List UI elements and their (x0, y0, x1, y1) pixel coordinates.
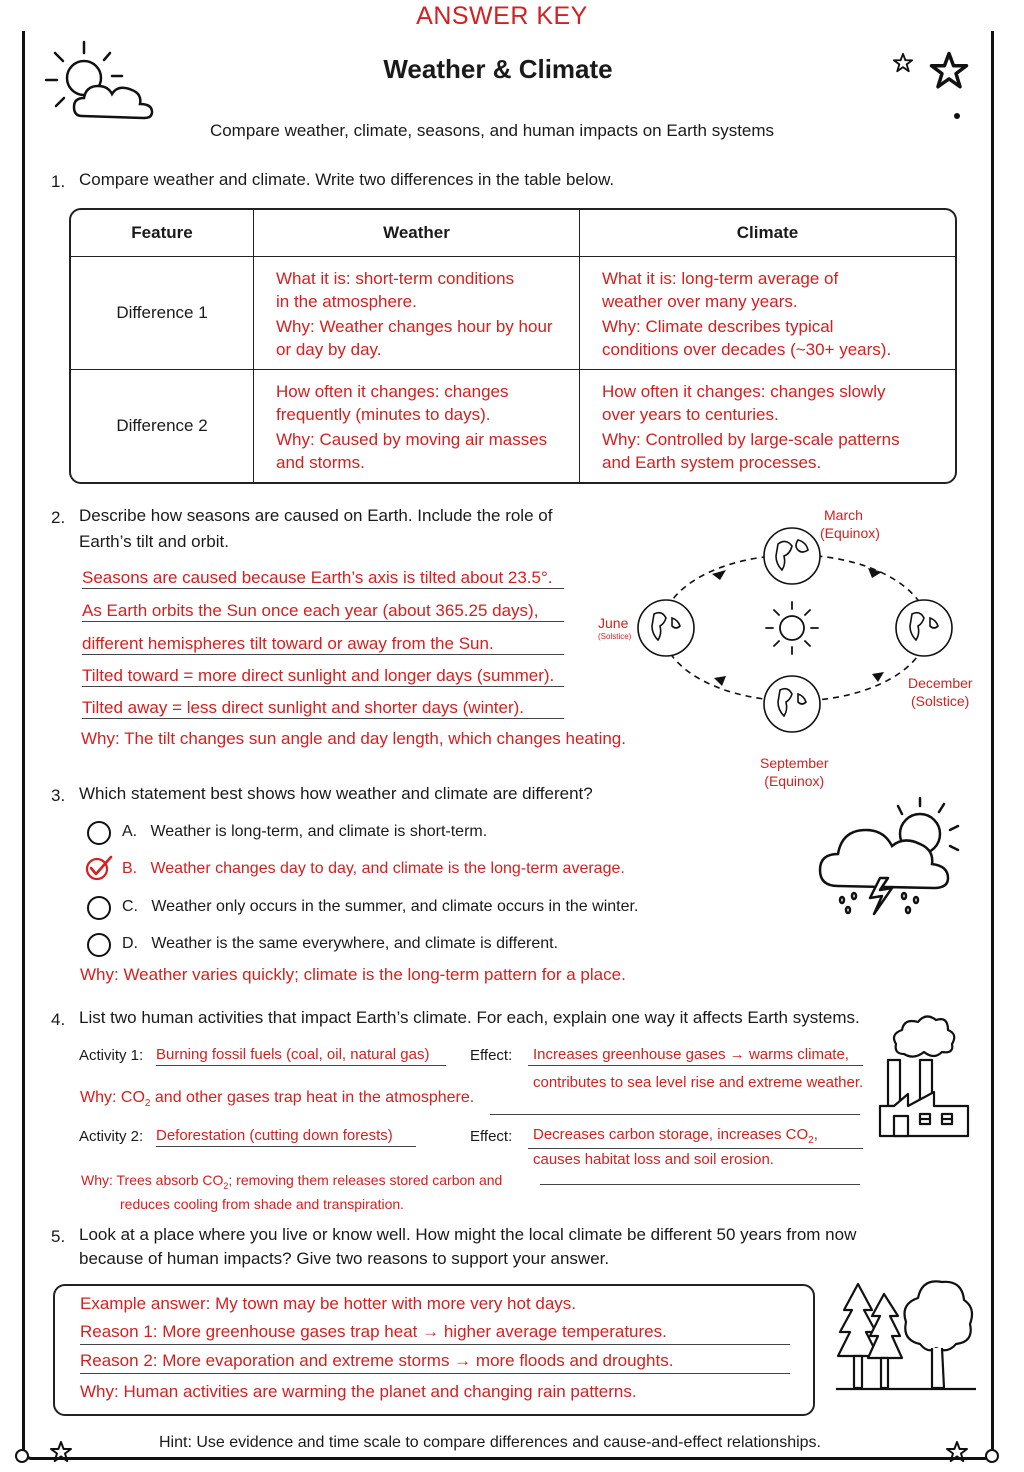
q3-number: 3. (51, 786, 66, 805)
comparison-table (69, 208, 957, 484)
option-a: A. Weather is long-term, and climate is short-term. (122, 823, 488, 840)
q5-number: 5. (51, 1227, 66, 1246)
table-header-row (71, 210, 955, 257)
option-d: D. Weather is the same everywhere, and climate is different. (122, 935, 559, 952)
weather-cell: How often it changes: changes frequently (minutes to days). Why: Caused by moving air masses and storms. (254, 370, 580, 482)
q2-prompt-line1: Describe how seasons are caused on Earth. Include the role of (79, 506, 553, 525)
table-row (71, 257, 955, 370)
sun-icon (766, 602, 818, 654)
factory-icon (874, 1004, 974, 1140)
blank-line (490, 1114, 860, 1115)
feature-cell: Difference 1 (71, 257, 254, 370)
q2-prompt-line2: Earth’s tilt and orbit. (79, 532, 229, 551)
effect-1-answer: Increases greenhouse gases → warms climate, (528, 1046, 863, 1066)
climate-cell: How often it changes: changes slowly over years to centuries. Why: Controlled by large-scale patterns and Earth system processes. (602, 382, 900, 472)
table-row (71, 370, 955, 482)
q2-number: 2. (51, 508, 66, 527)
activity-2-answer: Deforestation (cutting down forests) (156, 1127, 416, 1147)
column-header: Climate (580, 210, 955, 257)
answer-line: Tilted away = less direct sunlight and shorter days (winter). (82, 698, 564, 719)
column-header: Feature (71, 210, 254, 257)
september-label: September (Equinox) (760, 755, 829, 789)
border-corner (985, 1449, 999, 1463)
blank-line (540, 1184, 860, 1185)
q5-prompt-line2: because of human impacts? Give two reasons to support your answer. (79, 1249, 610, 1268)
answer-key-label: ANSWER KEY (0, 2, 1004, 31)
option-a-radio[interactable] (87, 821, 111, 845)
option-b: B. Weather changes day to day, and climate is the long-term average. (122, 860, 625, 877)
answer-line: As Earth orbits the Sun once each year (about 365.25 days), (82, 601, 564, 622)
q3-prompt: Which statement best shows how weather and climate are different? (79, 784, 593, 803)
activity-1-why: Why: $CO_2$ and other gases trap heat in the atmosphere. (80, 1089, 475, 1110)
activity-1-label: Activity 1: (79, 1047, 144, 1064)
dot (954, 113, 960, 119)
weather-cell: What it is: short-term conditions in the atmosphere. Why: Weather changes hour by hour or day by day. (254, 257, 580, 370)
column-header: Weather (254, 210, 580, 257)
q5-answer: Reason 2: More evaporation and extreme storms → more floods and droughts. (80, 1351, 790, 1374)
feature-cell: Difference 2 (71, 370, 254, 482)
june-label: June (Solstice) (598, 615, 632, 641)
page-subtitle: Compare weather, climate, seasons, and human impacts on Earth systems (209, 121, 775, 140)
star-icon (944, 1440, 970, 1464)
activity-1-answer: Burning fossil fuels (coal, oil, natural gas) (156, 1046, 446, 1066)
answer-line: Tilted toward = more direct sunlight and longer days (summer). (82, 666, 564, 687)
border-corner (15, 1449, 29, 1463)
effect-1-answer-cont: contributes to sea level rise and extreme weather. (533, 1074, 864, 1091)
march-label: March (Equinox) (820, 507, 880, 541)
answer-why: Why: The tilt changes sun angle and day length, which changes heating. (81, 729, 626, 748)
sun-cloud-icon (38, 36, 168, 132)
q5-answer: Example answer: My town may be hotter with more very hot days. (80, 1294, 577, 1313)
q5-prompt-line1: Look at a place where you live or know well. How might the local climate be different 50 years from now (79, 1225, 857, 1244)
climate-cell: What it is: long-term average of weather over many years. Why: Climate describes typical conditions over decades (~30+ years). (580, 257, 955, 370)
option-d-radio[interactable] (87, 933, 111, 957)
check-icon[interactable] (84, 854, 114, 882)
storm-cloud-icon (812, 790, 972, 922)
q5-answer: Reason 1: More greenhouse gases trap heat → higher average temperatures. (80, 1322, 790, 1345)
star-icon (926, 50, 972, 92)
q4-prompt: List two human activities that impact Earth’s climate. For each, explain one way it affects Earth systems. (79, 1008, 860, 1027)
hint-text: Hint: Use evidence and time scale to compare differences and cause-and-effect relationships. (159, 1434, 821, 1451)
effect-2-label: Effect: (470, 1128, 513, 1145)
q1-prompt: Compare weather and climate. Write two differences in the table below. (79, 170, 615, 189)
q1-number: 1. (51, 172, 66, 191)
activity-2-why: Why: Trees absorb $CO_2$; removing them releases stored carbon and reduces cooling from shade and transpiration. (81, 1172, 503, 1212)
effect-1-label: Effect: (470, 1047, 513, 1064)
page-title: Weather & Climate (383, 54, 613, 84)
effect-2-answer-cont: causes habitat loss and soil erosion. (533, 1151, 774, 1168)
activity-2-label: Activity 2: (79, 1128, 144, 1145)
star-icon (48, 1440, 74, 1464)
answer-line: different hemispheres tilt toward or away from the Sun. (82, 634, 564, 655)
option-c-radio[interactable] (87, 896, 111, 920)
star-icon (892, 52, 914, 74)
q3-why: Why: Weather varies quickly; climate is the long-term pattern for a place. (80, 965, 626, 984)
trees-icon (836, 1274, 976, 1394)
q5-answer: Why: Human activities are warming the planet and changing rain patterns. (80, 1382, 637, 1401)
december-label: December (Solstice) (908, 675, 973, 709)
answer-line: Seasons are caused because Earth’s axis is tilted about 23.5°. (82, 568, 564, 589)
option-c: C. Weather only occurs in the summer, and climate occurs in the winter. (122, 898, 639, 915)
effect-2-answer: Decreases carbon storage, increases $CO_2$, (528, 1126, 863, 1149)
orbit-diagram (630, 510, 960, 750)
q4-number: 4. (51, 1010, 66, 1029)
